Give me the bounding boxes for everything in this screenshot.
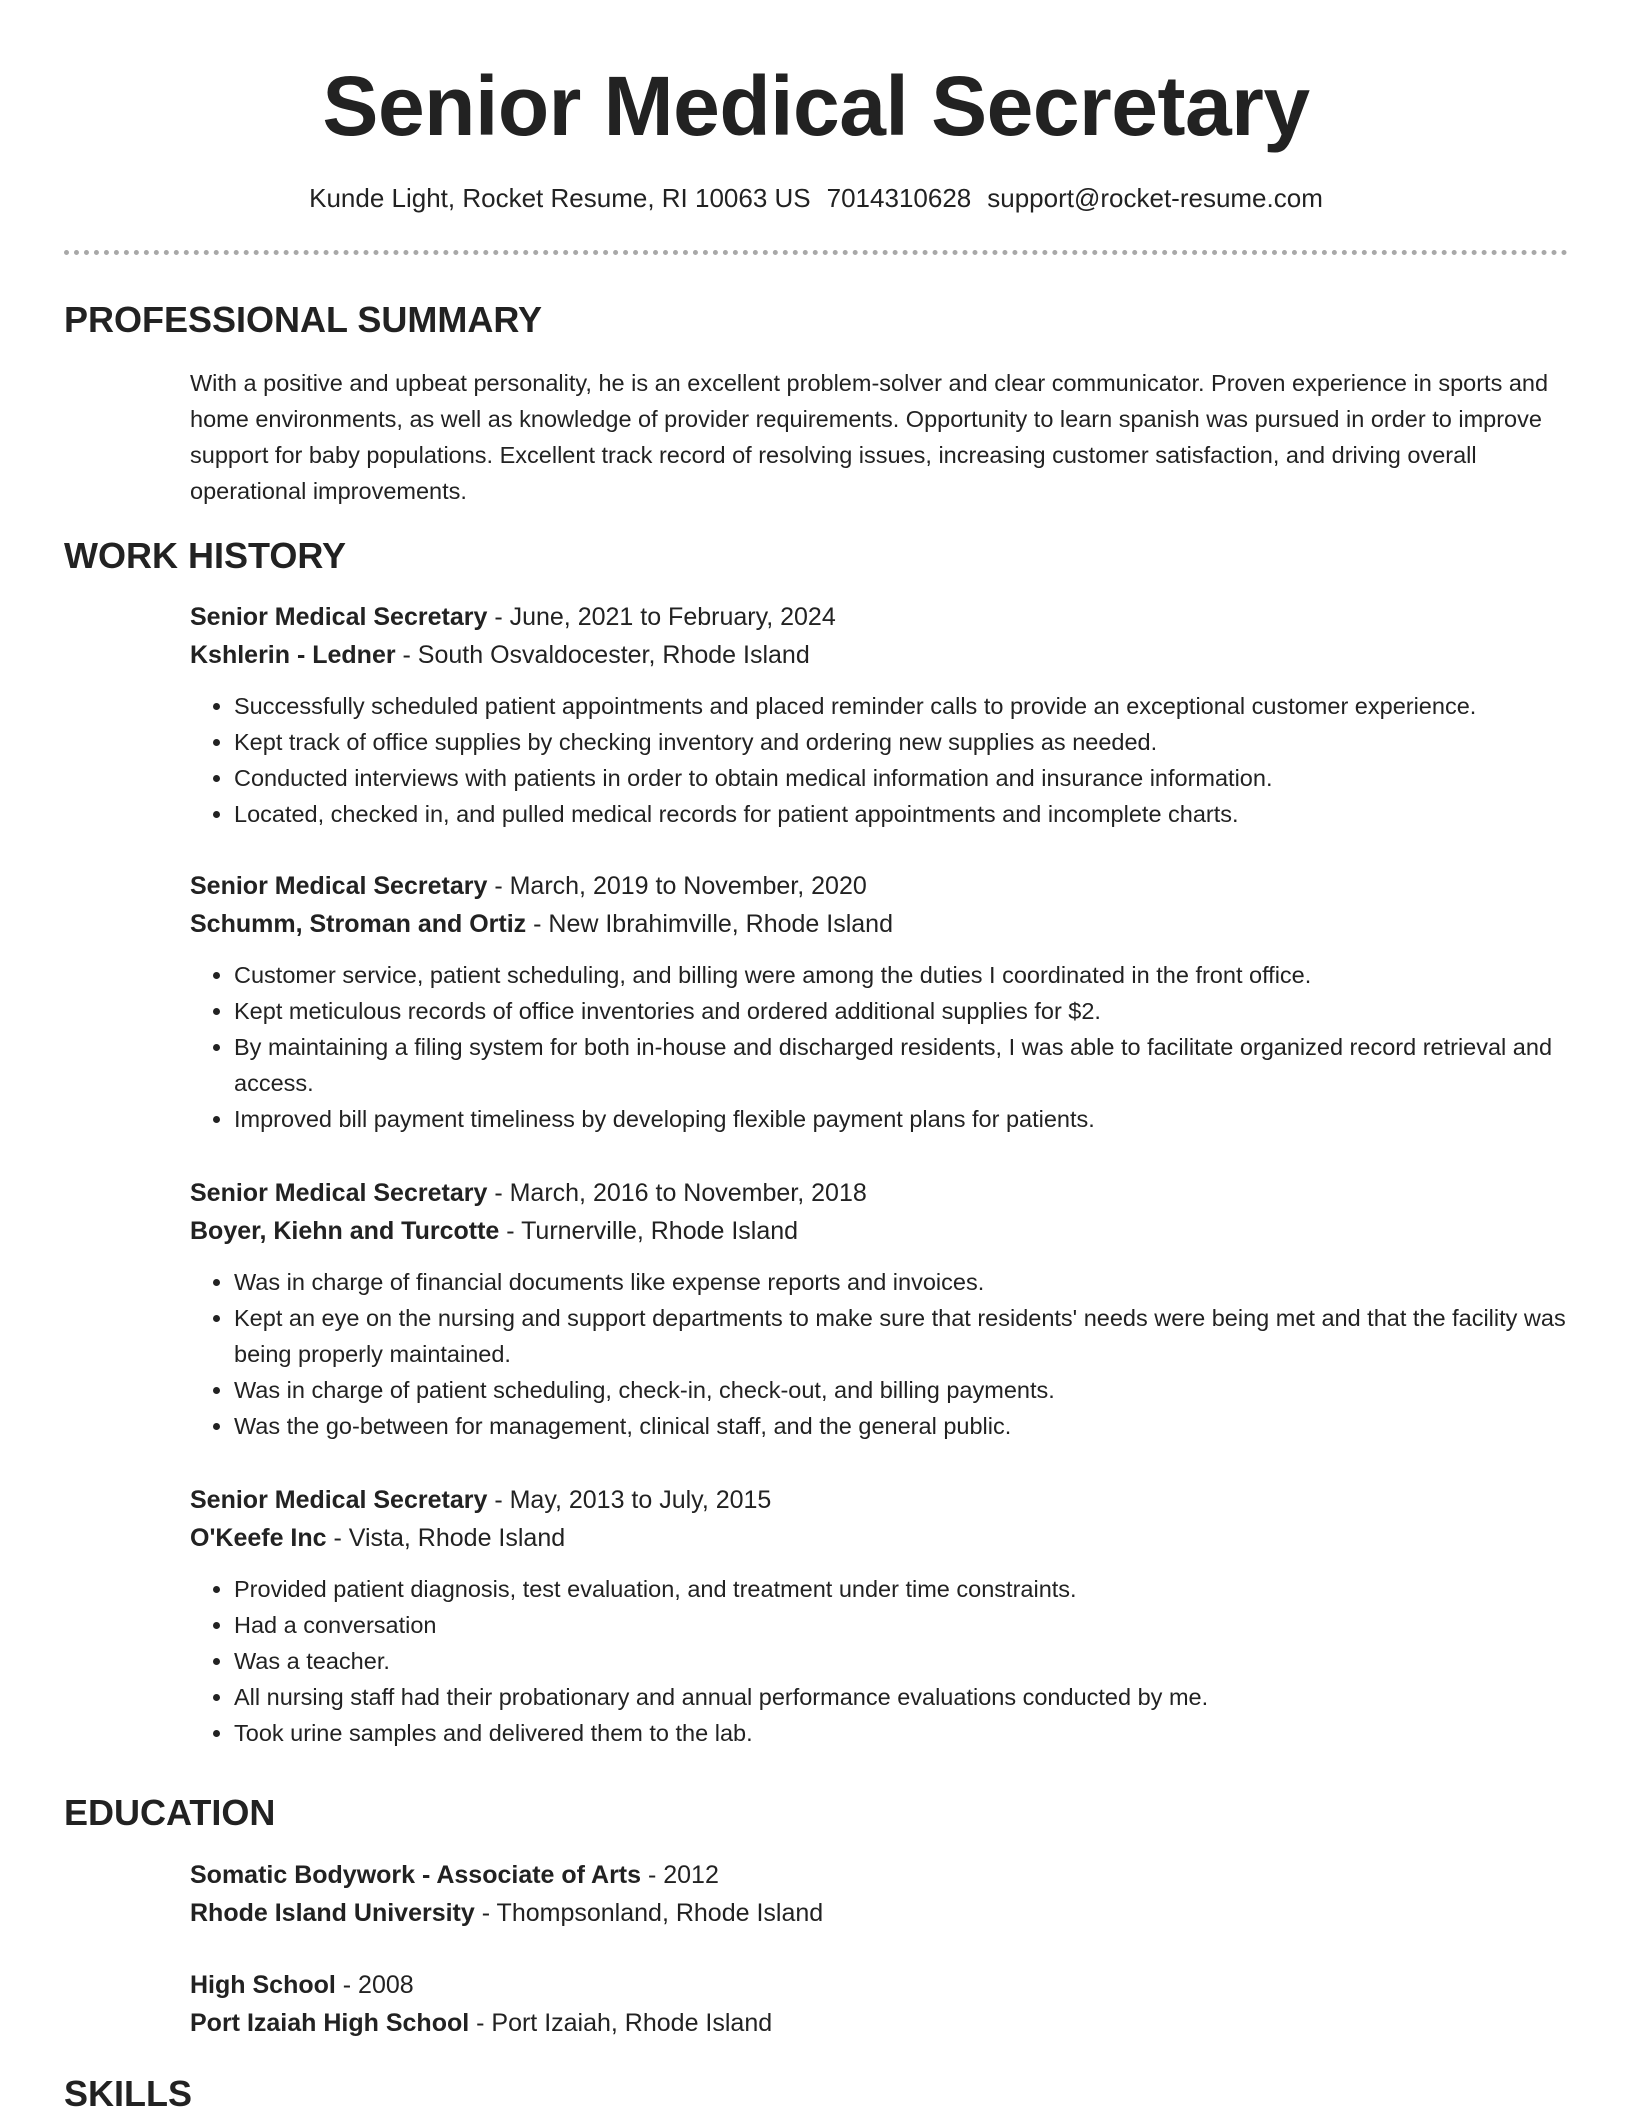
job-dates: - June, 2021 to February, 2024 <box>487 603 836 631</box>
job-company: Schumm, Stroman and Ortiz <box>190 910 527 938</box>
job-bullet: • Located, checked in, and pulled medical records for patient appointments and incomplete charts. <box>234 796 1570 832</box>
education-location: - Thompsonland, Rhode Island <box>474 1899 824 1927</box>
contact-address: Kunde Light, Rocket Resume, RI 10063 US <box>309 183 811 213</box>
education-school: Rhode Island University <box>190 1899 475 1927</box>
job-bullet: • Customer service, patient scheduling, and billing were among the duties I coordinated in the front office. <box>234 957 1570 993</box>
job-bullet: • Successfully scheduled patient appointments and placed reminder calls to provide an exceptional customer experience. <box>234 688 1570 724</box>
education-entry <box>190 1966 1570 2042</box>
job-bullet: • Was in charge of patient scheduling, check-in, check-out, and billing payments. <box>234 1372 1570 1408</box>
job-location: - New Ibrahimville, Rhode Island <box>526 910 893 938</box>
education-year: - 2012 <box>641 1861 719 1889</box>
summary-text: With a positive and upbeat personality, he is an excellent problem-solver and clear communicator. Proven experience in sports and home environments, as well as knowledge of provider requirements. Opportunity to learn spanish was pursued in order to improve support for baby populations. Excellent track record of resolving issues, increasing customer satisfaction, and driving overall operational improvements. <box>190 370 1549 504</box>
job-location: - South Osvaldocester, Rhode Island <box>395 641 810 669</box>
job-bullet: • Improved bill payment timeliness by developing flexible payment plans for patients. <box>234 1101 1570 1137</box>
education-school-line <box>190 2004 1570 2042</box>
job-company: Boyer, Kiehn and Turcotte <box>190 1217 500 1245</box>
job-bullet: • Conducted interviews with patients in order to obtain medical information and insurance information. <box>234 760 1570 796</box>
section-title-work-history: WORK HISTORY <box>64 535 347 576</box>
education-year: - 2008 <box>335 1971 414 1999</box>
job-bullet: • Provided patient diagnosis, test evaluation, and treatment under time constraints. <box>234 1571 1570 1607</box>
job-dates: - March, 2019 to November, 2020 <box>487 872 867 900</box>
job-title-line <box>190 1174 1570 1212</box>
education-location: - Port Izaiah, Rhode Island <box>469 2009 773 2037</box>
candidate-name: Senior Medical Secretary <box>322 59 1310 153</box>
education-degree-line <box>190 1856 1570 1894</box>
education-school: Port Izaiah High School <box>190 2009 470 2037</box>
job-role: Senior Medical Secretary <box>190 1486 488 1514</box>
contact-info <box>0 180 1632 216</box>
job-bullets <box>190 1571 1570 1751</box>
job-location: - Vista, Rhode Island <box>326 1524 566 1552</box>
job-entry <box>190 598 1570 832</box>
job-bullet: • Took urine samples and delivered them to the lab. <box>234 1715 1570 1751</box>
education-degree: Somatic Bodywork - Associate of Arts <box>190 1861 642 1889</box>
education-degree-line <box>190 1966 1570 2004</box>
job-bullets <box>190 688 1570 832</box>
job-bullet: • Was the go-between for management, clinical staff, and the general public. <box>234 1408 1570 1444</box>
section-title-education: EDUCATION <box>64 1792 276 1833</box>
education-degree: High School <box>190 1971 336 1999</box>
job-bullet: • Kept an eye on the nursing and support departments to make sure that residents' needs were being met and that the facility was being properly maintained. <box>234 1300 1570 1372</box>
section-title-summary: PROFESSIONAL SUMMARY <box>64 299 543 340</box>
job-bullet: • Was in charge of financial documents like expense reports and invoices. <box>234 1264 1570 1300</box>
job-bullets <box>190 957 1570 1137</box>
job-bullet: • By maintaining a filing system for both in-house and discharged residents, I was able to facilitate organized record retrieval and access. <box>234 1029 1570 1101</box>
job-title-line <box>190 1481 1570 1519</box>
job-bullet: • Kept meticulous records of office inventories and ordered additional supplies for $2. <box>234 993 1570 1029</box>
job-bullet: • Was a teacher. <box>234 1643 1570 1679</box>
job-dates: - March, 2016 to November, 2018 <box>487 1179 867 1207</box>
job-company-line <box>190 905 1570 943</box>
job-dates: - May, 2013 to July, 2015 <box>487 1486 772 1514</box>
job-title-line <box>190 598 1570 636</box>
education-school-line <box>190 1894 1570 1932</box>
job-company-line <box>190 636 1570 674</box>
job-company-line <box>190 1519 1570 1557</box>
education-entry <box>190 1856 1570 1932</box>
job-bullets <box>190 1264 1570 1444</box>
job-role: Senior Medical Secretary <box>190 603 488 631</box>
job-company-line <box>190 1212 1570 1250</box>
job-company: O'Keefe Inc <box>190 1524 327 1552</box>
job-bullet: • All nursing staff had their probationary and annual performance evaluations conducted by me. <box>234 1679 1570 1715</box>
job-entry <box>190 867 1570 1137</box>
job-location: - Turnerville, Rhode Island <box>499 1217 799 1245</box>
job-bullet: • Had a conversation <box>234 1607 1570 1643</box>
job-entry <box>190 1481 1570 1751</box>
header-divider <box>64 250 1568 255</box>
contact-email: support@rocket-resume.com <box>987 183 1323 213</box>
job-title-line <box>190 867 1570 905</box>
job-company: Kshlerin - Ledner <box>190 641 396 669</box>
contact-phone: 7014310628 <box>826 183 972 213</box>
job-role: Senior Medical Secretary <box>190 872 488 900</box>
job-bullet: • Kept track of office supplies by checking inventory and ordering new supplies as needed. <box>234 724 1570 760</box>
section-title-skills: SKILLS <box>64 2073 193 2112</box>
job-role: Senior Medical Secretary <box>190 1179 488 1207</box>
job-entry <box>190 1174 1570 1444</box>
